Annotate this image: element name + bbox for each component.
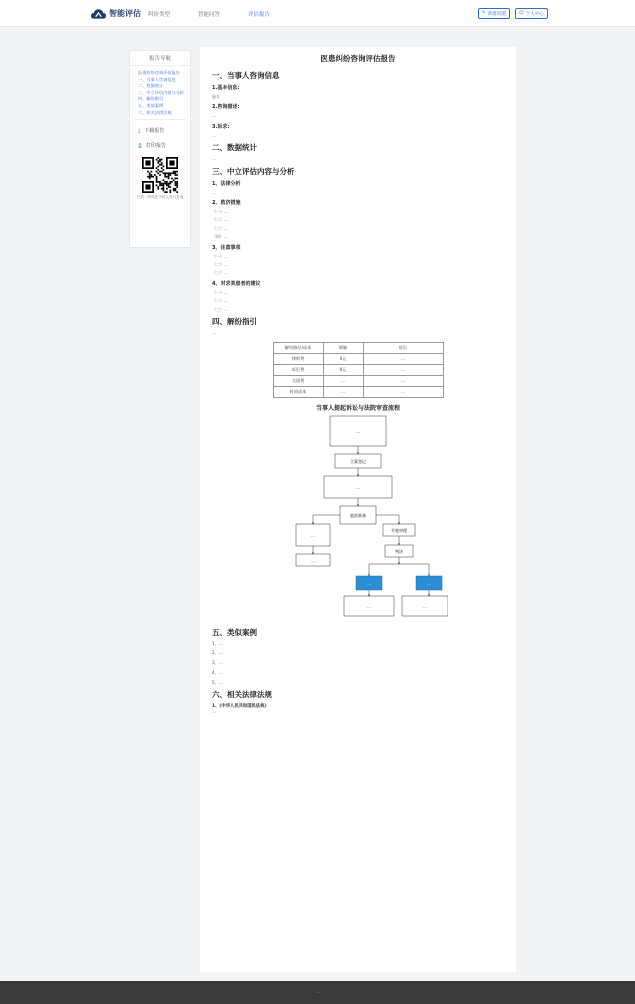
litigation-flowchart bbox=[268, 414, 448, 624]
sidebar-item-laws[interactable]: 六、相关法律法规 bbox=[138, 109, 172, 115]
guide-text: … bbox=[212, 330, 216, 336]
law-analysis-title: 1、法律分析 bbox=[212, 180, 241, 187]
note-item: （一）… bbox=[212, 253, 228, 259]
print-icon: ⎙ bbox=[138, 142, 143, 149]
remedy-item: （三）… bbox=[212, 225, 228, 231]
table-cell: … bbox=[363, 364, 443, 375]
case-item[interactable]: 5、… bbox=[212, 679, 224, 685]
section-laws: 六、相关法律法规 bbox=[212, 690, 272, 700]
user-icon: ☺ bbox=[519, 11, 524, 16]
description-title: 2.咨询描述: bbox=[212, 104, 240, 111]
flow-node-enforcement-text: … bbox=[423, 604, 427, 609]
page-footer: … bbox=[0, 981, 635, 1004]
table-header-row bbox=[273, 342, 443, 353]
table-header-cell: 诉讼 bbox=[363, 342, 443, 353]
print-label: 打印报告 bbox=[146, 143, 167, 150]
nav-item-dispute-types[interactable]: 纠纷类型 bbox=[148, 12, 171, 18]
sidebar-divider bbox=[134, 119, 186, 120]
sidebar-item-analysis[interactable]: 三、中立评估内容与分析 bbox=[138, 89, 185, 95]
law-title: 1、《中华人民共和国民法典》 bbox=[212, 704, 269, 710]
table-cell: … bbox=[323, 375, 363, 386]
law-analysis-text: … bbox=[212, 189, 216, 195]
user-center-label: 个人中心 bbox=[525, 11, 544, 17]
remedy-item: （四）… bbox=[212, 234, 228, 240]
table-cell: 交通费 bbox=[273, 375, 323, 386]
table-row bbox=[273, 375, 443, 386]
note-item: （三）… bbox=[212, 270, 228, 276]
top-bar bbox=[0, 0, 635, 27]
flow-node-trial-text: 开庭审理 bbox=[391, 527, 407, 533]
download-report-button[interactable] bbox=[130, 123, 190, 138]
case-item[interactable]: 3、… bbox=[212, 660, 224, 666]
edit-icon: ✎ bbox=[482, 11, 486, 16]
flow-node-effective-text: … bbox=[427, 580, 431, 586]
appeal-title: 3.诉求: bbox=[212, 123, 230, 130]
description-text: … bbox=[212, 113, 216, 119]
sidebar-item-report[interactable]: 医患纠纷咨询评估报告 bbox=[138, 70, 180, 75]
table-header-cell: 解纷路径/成本 bbox=[273, 342, 323, 353]
table-cell: … bbox=[363, 375, 443, 386]
sidebar-item-statistics[interactable]: 二、数据统计 bbox=[138, 83, 164, 89]
qr-caption: 扫描二维码在手机上进行查看 bbox=[136, 195, 184, 200]
table-cell: … bbox=[363, 386, 443, 397]
nav-item-report[interactable]: 评估报告 bbox=[248, 12, 271, 18]
sidebar-item-guide[interactable]: 四、解纷指引 bbox=[138, 96, 164, 102]
download-icon: ⤓ bbox=[138, 127, 141, 134]
table-header-cell: 调解 bbox=[323, 342, 363, 353]
flow-node-second-instance-text: … bbox=[367, 604, 371, 609]
table-cell: … bbox=[323, 386, 363, 397]
note-item: （二）… bbox=[212, 262, 228, 268]
app-name: 智能评估 bbox=[109, 9, 141, 18]
flow-node-materials-text: … bbox=[356, 428, 360, 434]
basic-info: 患方 bbox=[212, 94, 220, 99]
table-cell: 0元 bbox=[323, 353, 363, 364]
remedy-item: （一）… bbox=[212, 209, 228, 215]
main-nav bbox=[148, 10, 298, 18]
remedy-title: 2、救济措施 bbox=[212, 200, 241, 207]
table-cell: 0元 bbox=[323, 364, 363, 375]
table-cell: … bbox=[363, 353, 443, 364]
table-cell: 诉讼费 bbox=[273, 364, 323, 375]
law-text: … bbox=[212, 709, 216, 715]
user-center-button[interactable] bbox=[515, 8, 548, 19]
cost-table bbox=[273, 342, 444, 398]
logo[interactable] bbox=[91, 7, 141, 20]
flow-node-mediation-result-text: … bbox=[311, 558, 315, 563]
appeal-text: … bbox=[212, 132, 216, 138]
flow-node-mediation-text: … bbox=[311, 533, 315, 538]
flow-node-pretrial-text: 庭前准备 bbox=[350, 512, 366, 518]
section-analysis: 三、中立评估内容与分析 bbox=[212, 166, 295, 176]
new-question-label: 新建问题 bbox=[487, 11, 506, 17]
advice-item: （三）… bbox=[212, 306, 228, 312]
sidebar-title: 报告导航 bbox=[130, 51, 190, 66]
basic-info-title: 1.基本信息: bbox=[212, 85, 240, 91]
sidebar-item-consult-info[interactable]: 一、当事人咨询信息 bbox=[138, 76, 176, 82]
table-cell: 时间成本 bbox=[273, 386, 323, 397]
case-item[interactable]: 4、… bbox=[212, 669, 224, 675]
notes-title: 3、注意事项 bbox=[212, 244, 241, 251]
flow-node-appeal-text: … bbox=[367, 580, 371, 586]
sidebar-item-cases[interactable]: 五、类似案例 bbox=[138, 102, 164, 108]
sidebar-list bbox=[130, 66, 190, 116]
nav-item-qa[interactable]: 智能问答 bbox=[198, 12, 221, 18]
download-label: 下载报告 bbox=[144, 128, 165, 135]
case-item[interactable]: 2、… bbox=[212, 650, 224, 656]
table-cell: 律师费 bbox=[273, 353, 323, 364]
print-report-button[interactable] bbox=[130, 138, 190, 153]
report-title: 医患纠纷咨询评估报告 bbox=[320, 54, 396, 63]
section-consult-info: 一、当事人咨询信息 bbox=[212, 71, 280, 80]
remedy-item: （二）… bbox=[212, 217, 228, 223]
advice-item: （一）… bbox=[212, 289, 228, 295]
section-guide: 四、解纷指引 bbox=[212, 317, 257, 327]
case-item[interactable]: 1、… bbox=[212, 640, 224, 646]
flow-node-judgment-text: 判决 bbox=[395, 548, 403, 554]
new-question-button[interactable] bbox=[478, 8, 510, 19]
report-content bbox=[200, 47, 516, 972]
section-statistics: 二、数据统计 bbox=[212, 143, 257, 153]
table-row bbox=[273, 364, 443, 375]
cloud-logo-icon bbox=[91, 7, 106, 20]
advice-item: （二）… bbox=[212, 298, 228, 304]
flow-node-register-text: 立案登记 bbox=[350, 458, 366, 464]
flowchart-title: 当事人提起诉讼与法院审查流程 bbox=[315, 404, 400, 412]
section-cases: 五、类似案例 bbox=[212, 627, 257, 637]
qr-code bbox=[142, 157, 178, 193]
advice-title: 4、对求美患者的建议 bbox=[212, 280, 261, 287]
flow-node-service-text: … bbox=[356, 484, 360, 490]
table-row bbox=[273, 386, 443, 397]
report-nav-sidebar bbox=[129, 50, 191, 248]
table-row bbox=[273, 353, 443, 364]
statistics-text: … bbox=[212, 156, 216, 162]
